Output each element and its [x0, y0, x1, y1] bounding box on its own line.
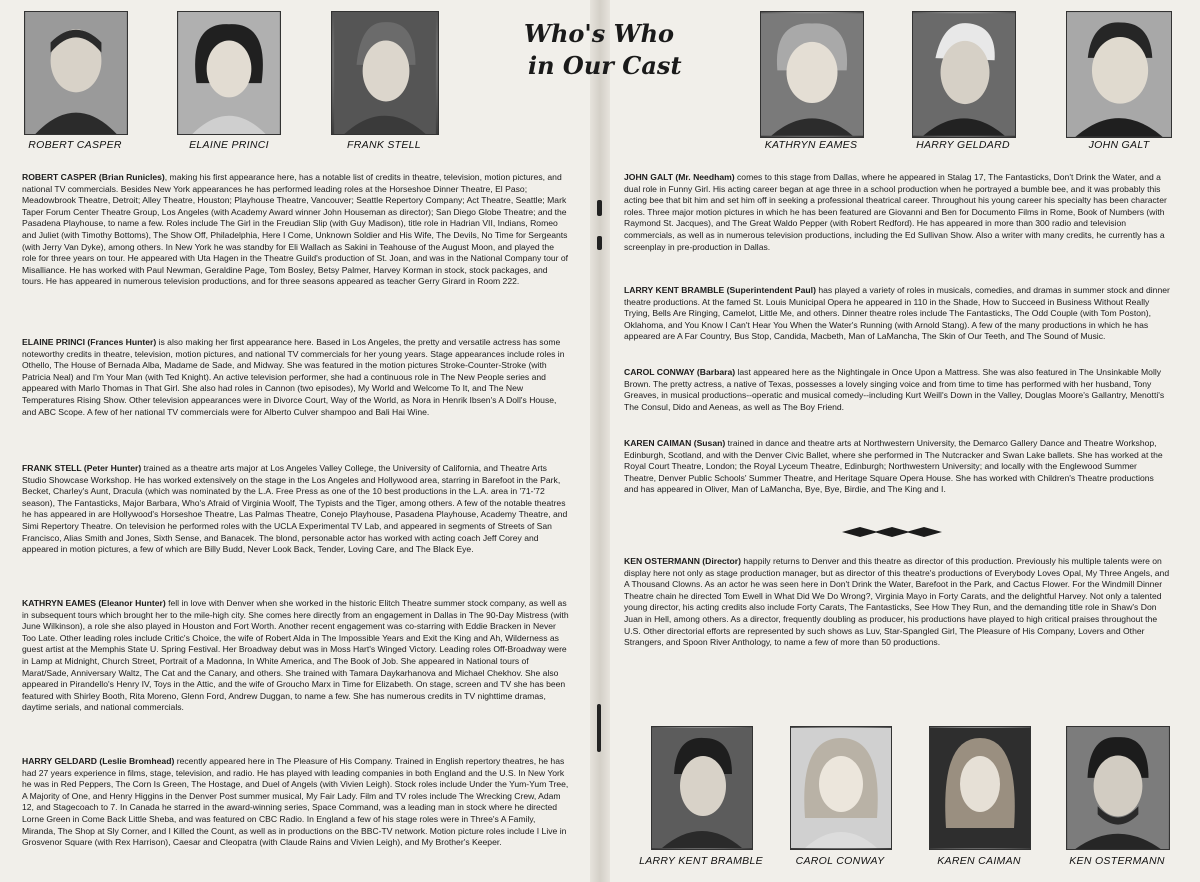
bio-name: JOHN GALT (Mr. Needham) [624, 172, 735, 182]
bio-carol-conway [624, 367, 1170, 413]
portrait-icon [178, 12, 280, 134]
bio-john-galt [624, 172, 1170, 253]
bio-name: KATHRYN EAMES (Eleanor Hunter) [22, 598, 166, 608]
bio-larry-kent-bramble [624, 285, 1170, 343]
bio-frank-stell [22, 463, 570, 556]
caption-larry-kent-bramble: LARRY KENT BRAMBLE [639, 855, 763, 867]
portrait-photo [760, 11, 864, 138]
portrait-icon [930, 727, 1030, 849]
bio-text: last appeared here as the Nightingale in Once Upon a Mattress. She was also featured in The Unsinkable Molly Brown. The pretty actress, a native of Texas, possesses a lovely singing voice and from time to time has performed with her husband, Tony Greaves, in musical productions--operatic and musical comedy--including Kurt Weill's Down in the Valley, Douglas Moore's Gallantry, Menotti's The Consul, Dido and Aeneas, as well as The Boy Friend. [624, 367, 1165, 412]
bio-karen-caiman [624, 438, 1170, 496]
title-line-1: Who's Who [524, 19, 675, 48]
caption-ken-ostermann: KEN OSTERMANN [1069, 855, 1165, 867]
portrait-icon [913, 12, 1015, 137]
bio-name: FRANK STELL (Peter Hunter) [22, 463, 142, 473]
bio-name: HARRY GELDARD (Leslie Bromhead) [22, 756, 175, 766]
bio-text: fell in love with Denver when she worked in the historic Elitch Theatre summer stock company, as well as in subsequent tours which brought her to the mile-high city. She comes here directly from an engagement in Dallas in The 90-Day Mistress (with June Wilkinson), a role she also played in Houston and Fort Worth. Another recent engagement was co-starring with Eddie Bracken in Never Too Late. Other leading roles include Critic's Choice, the wife of Robert Alda in The Impossible Years and Exit the King and Ah, Wilderness as guest artist at the Memphis State U. Spring Festival. Her Broadway debut was in Moss Hart's Winged Victory. Leading roles Off-Broadway were in Lamp at Midnight, Church Street, Portrait of a Madonna, In White America, and The Book of Job. She appeared in National tours of Marat/Sade, Anniversary Waltz, The Cat and the Canary, and others. She trained with Tamara Daykarhanova and Michael Chekhov. She also appeared in Pirandello's Henry IV, Toys in the Attic, and the wife of Groucho Marx in Time for Elizabeth. On stage, screen and TV she has been featured with Shirley Booth, Rita Moreno, Glenn Ford, Andrew Duggan, to name a few. She has numerous credits in TV nighttime dramas, daytime serials, and national commercials. [22, 598, 569, 713]
binding-mark [597, 236, 602, 250]
binding-mark [597, 704, 601, 752]
bio-ken-ostermann [624, 556, 1170, 649]
binding-mark [597, 200, 602, 216]
portrait-photo [790, 726, 892, 850]
bio-name: KEN OSTERMANN (Director) [624, 556, 741, 566]
bio-text: happily returns to Denver and this theatre as director of this production. Previously his multiple talents were on display here not only as stage production manager, but as director of this theatre's productions of Everybody Loves Opal, My Three Angels, and A Thousand Clowns. As an actor he was seen here in Don't Drink the Water, Barefoot in the Park, and Cactus Flower. For the Windmill Dinner Theatre chain he directed Tom Ewell in What Did We Do Wrong?, Virginia Mayo in Forty Carats, and the delightful Harvey. Not only a talented young director, his acting credits also include Forty Carats, The Fantasticks, See How They Run, and the demanding title role in Shaw's Don Juan in Hell, among others. As a director, frequently doubling as producer, his productions have played to high critical praises throughout the U.S. Other directorial efforts are represented by such shows as Luv, Star-Spangled Girl, The Pleasure of His Company, Lovers and Other Strangers, and Spoon River Anthology, to name a few of more than 50 productions. [624, 556, 1170, 648]
bio-elaine-princi [22, 337, 570, 418]
caption-karen-caiman: KAREN CAIMAN [937, 855, 1021, 867]
portrait-photo [1066, 726, 1170, 850]
bio-robert-casper [22, 172, 570, 288]
portrait-photo [331, 11, 439, 135]
bio-name: ROBERT CASPER (Brian Runicles) [22, 172, 165, 182]
bio-text: trained in dance and theatre arts at Northwestern University, the Demarco Gallery Dance and Theatre Workshop, Edinburgh, Scotland, and with the Denver Civic Ballet, where she performed in The Nutcracker and Swan Lake ballets. She has worked at the Royal Court Theatre, London; the Royal Lyceum Theatre, Edinburgh; Northwestern University; and locally with the Englewood Summer Theatre, Denver Public Schools' Summer Theatre, and Heritage Square Opera House. She has worked with Children's Theatre productions and has appeared in Oliver, Man of LaMancha, Bye, Bye, Birdie, and The King and I. [624, 438, 1163, 495]
portrait-photo [24, 11, 128, 135]
bio-text: has played a variety of roles in musicals, comedies, and dramas in summer stock and dinner theatre productions. At the famed St. Louis Municipal Opera he appeared in 110 in the Shade, How to Succeed in Business Without Really Trying, Bells Are Ringing, Camelot, Little Me, and others. Dinner theatre roles include The Fantasticks, The Odd Couple (with Tom Poston), Oklahoma, and You Know I Can't Hear You When the Water's Running (with Arnold Stang). A few of the many productions in which he has appeared are A Far Country, Bus Stop, Candida, Macbeth, Man of LaMancha, The Skin of Our Teeth, and The Sound of Music. [624, 285, 1170, 342]
portrait-photo [1066, 11, 1172, 138]
bio-text: trained as a theatre arts major at Los Angeles Valley College, the University of California, and Theatre Arts Studio Showcase Workshop. He has worked extensively on the stage in the Los Angeles and Hollywood area, starring in Barefoot in the Park, Becket, Charley's Aunt, Dracula (which was nominated by the L.A. Free Press as one of the 10 best productions in the L.A. area in '71-'72 season), The Fantasticks, Major Barbara, Who's Afraid of Virginia Woolf, The Typists and the Tiger, among others. A few of the notable theatres he has appeared in are Hollywood's Horseshoe Theatre, Las Palmas Theatre, Conejo Playhouse, Pasadena Playhouse, Academy Theatre, and Simi Repertory Theatre. On television he performed roles with the UCLA Experimental TV Lab, and appeared in segments of Streets of San Francisco, Alias Smith and Jones, Sixth Sense, and Banacek. The blond, personable actor has worked with acting coach Jeff Corey and appeared in motion pictures, a few of which are Billy Budd, Never Look Back, Tender, Loving Care, and The Black Eye. [22, 463, 568, 555]
caption-robert-casper: ROBERT CASPER [28, 139, 122, 151]
bio-name: CAROL CONWAY (Barbara) [624, 367, 736, 377]
bio-text: comes to this stage from Dallas, where he appeared in Stalag 17, The Fantasticks, Don't Drink the Water, and a dual role in Funny Girl. His acting career began at age three in a school production when he portrayed a bumble bee, and it was probably this acting bee that bit him and set him off in seeking a professional theatrical career. Throughout his young career his specialty has been character roles. Three major motion pictures in which he has been featured are Giovanni and Ben for Documento Films in Rome, Book of Numbers (with Raymond St. Jacques), and The Great Waldo Pepper (with Robert Redford). He has appeared in more than 300 radio and television commercials, as well as in numerous television productions, including the Ed Sullivan Show. Also a writer with many credits, he currently has a screenplay in pre-production in Dallas. [624, 172, 1167, 252]
portrait-photo [912, 11, 1016, 138]
caption-kathryn-eames: KATHRYN EAMES [764, 139, 858, 151]
portrait-icon [652, 727, 752, 849]
portrait-icon [1067, 12, 1171, 137]
caption-harry-geldard: HARRY GELDARD [916, 139, 1010, 151]
portrait-icon [761, 12, 863, 137]
ornamental-divider-icon [842, 526, 942, 538]
portrait-icon [25, 12, 127, 134]
bio-name: ELAINE PRINCI (Frances Hunter) [22, 337, 157, 347]
portrait-icon [1067, 727, 1169, 849]
bio-harry-geldard [22, 756, 570, 849]
page-gutter [590, 0, 610, 882]
caption-carol-conway: CAROL CONWAY [795, 855, 885, 867]
caption-frank-stell: FRANK STELL [347, 139, 421, 151]
bio-text: is also making her first appearance here. Based in Los Angeles, the pretty and versatile actress has some noteworthy credits in theatre, television, motion pictures, and national TV commercials for her young years. Stage appearances include roles in Othello, The House of Bernada Alba, Madame de Sade, and Midway. She was featured in the motion pictures Stroke-Counter-Stroke (with Patricia Neal) and I'm Your Man (with Ted Knight). An active television performer, she had a continuous role in The New People series and appeared with Marlo Thomas in That Girl. She also had roles in Cannon (two episodes), My World and Welcome To It, and The New Temperatures Rising Show. Other television appearances were in Divorce Court, Way of the World, as Nora in Henrik Ibsen's A Doll's House, and ABC Scope. A few of her national TV commercials were for Alberto Culver shampoo and Bali Hai Wine. [22, 337, 565, 417]
portrait-photo [177, 11, 281, 135]
caption-john-galt: JOHN GALT [1088, 139, 1150, 151]
bio-kathryn-eames [22, 598, 570, 714]
title-line-2: in Our Cast [528, 51, 682, 80]
portrait-photo [929, 726, 1031, 850]
page-title [514, 18, 704, 82]
portrait-photo [651, 726, 753, 850]
portrait-icon [791, 727, 891, 849]
portrait-icon [332, 12, 438, 134]
bio-name: KAREN CAIMAN (Susan) [624, 438, 726, 448]
bio-text: , making his first appearance here, has a notable list of credits in theatre, television, motion pictures, and national TV commercials. Besides New York appearances he has performed leading roles at the Horseshoe Dinner Theatre, El Paso; Meadowbrook Theatre, Detroit; Alley Theatre, Houston; Playhouse Theatre, Vancouver; Seattle Repertory Company; Act Theatre, Seattle; Mark Taper Forum Center Theatre Group, Los Angeles (with Academy Award winner John Houseman as director); San Diego Globe Theatre; and the Pasadena Playhouse, to name a few. Roles include The Girl in the Freudian Slip (with Guy Madison), title role in Hadrian VII, Indians, Romeo and Juliet (with Timothy Bottoms), The Show Off, Philadelphia, Here I Come, Unknown Soldier and His Wife, The Devils, No Time for Sergeants (with Jerry Van Dyke), among others. In New York he was standby for Eli Wallach as Sakini in Teahouse of the August Moon, and played the role for three years on tour. He appeared with Uta Hagen in the Theatre Guild's production of St. Joan, and was in the National Company tour of Misalliance. He has worked with Paul Newman, Geraldine Page, Tom Bosley, Betsy Palmer, Harvey Korman in stock, stock packages, and tours. He has appeared in numerous television productions, and for three seasons appeared as teacher Gerry Girard in Room 222. [22, 172, 569, 287]
caption-elaine-princi: ELAINE PRINCI [189, 139, 269, 151]
bio-text: recently appeared here in The Pleasure of His Company. Trained in English repertory theatres, he has had 27 years experience in films, stage, television, and radio. He has played with leading companies in both England and the U.S. In New York he was in Red Peppers, The Corn Is Green, The Hostage, and Duel of Angels (with Vivien Leigh). Stock roles include Under the Yum-Yum Tree, A Majority of One, and Henry Higgins in the Denver Post summer musical, My Fair Lady. Film and TV roles include The Wrecking Crew, Adam 12, and Stagecoach to 7. In Canada he starred in the award-winning series, Space Command, was a leading man in stock where he directed Lorne Green in Come Back Little Sheba, and was featured on CBC Radio. In England a few of his stage roles were in Three's A Family, Miranda, The Shop at Sly Corner, and I Killed the Count, as well as in productions on the BBC-TV network. Motion picture roles include I Live in Grosvenor Square (with Rex Harrison), Caesar and Cleopatra (with Claude Rains and Vivien Leigh), and My Brother's Keeper. [22, 756, 569, 848]
bio-name: LARRY KENT BRAMBLE (Superintendent Paul) [624, 285, 816, 295]
